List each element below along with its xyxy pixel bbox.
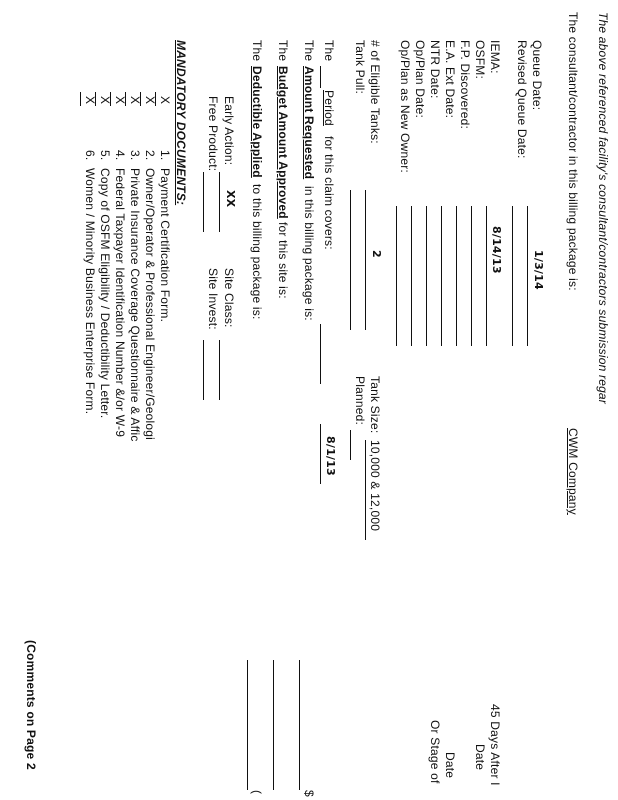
ea-ext-date-label: E.A. Ext Date: bbox=[443, 40, 457, 119]
eligible-tanks-value: 2 bbox=[370, 250, 383, 258]
doc-text-2: Owner/Operator & Professional Engineer/Geologi bbox=[143, 168, 157, 441]
tank-pull-label: Tank Pull: bbox=[353, 40, 367, 95]
free-product-line bbox=[203, 172, 204, 232]
deductible-prefix: The bbox=[250, 40, 264, 62]
period-value: 8/1/13 bbox=[324, 436, 337, 476]
op-plan-new-owner-line bbox=[396, 206, 397, 346]
doc-num-6: 6. bbox=[83, 150, 97, 161]
deductible-value: ( bbox=[250, 790, 264, 795]
free-product-label: Free Product: bbox=[206, 96, 220, 172]
doc-text-5: Copy of OSFM Eligibility / Deductibility Letter. bbox=[98, 168, 112, 419]
op-plan-new-owner-label: Op/Plan as New Owner: bbox=[398, 40, 412, 173]
after-date-label-1: Date bbox=[473, 744, 487, 771]
budget-approved-line bbox=[273, 660, 274, 790]
planned-line bbox=[350, 430, 351, 460]
queue-date-line bbox=[527, 206, 528, 346]
deductible-suffix: to this billing package is: bbox=[250, 184, 264, 320]
tank-pull-line bbox=[350, 190, 351, 330]
period-line-2 bbox=[320, 424, 321, 484]
amount-requested-label: Amount Requested bbox=[302, 66, 316, 180]
site-class-label: Site Class: bbox=[222, 268, 236, 328]
period-suffix: for this claim covers: bbox=[322, 136, 336, 250]
doc-mark-5: X bbox=[98, 96, 112, 105]
osfm-line bbox=[471, 206, 472, 346]
doc-text-1: Payment Certification Form. bbox=[158, 168, 172, 323]
queue-date-value: 1/3/14 bbox=[532, 250, 545, 290]
doc-num-5: 5. bbox=[98, 150, 112, 161]
site-class-line bbox=[219, 340, 220, 400]
stage-of-label: Or Stage of bbox=[428, 720, 442, 784]
period-blank-line bbox=[320, 66, 321, 88]
doc-num-2: 2. bbox=[143, 150, 157, 161]
iema-line bbox=[486, 206, 487, 346]
doc-mark-4: X bbox=[113, 96, 127, 105]
early-action-label: Early Action: bbox=[222, 96, 236, 166]
period-line-1 bbox=[320, 324, 321, 384]
amount-requested-suffix: in this billing package is: bbox=[302, 186, 316, 321]
tank-size-line bbox=[365, 440, 366, 540]
ntr-date-label: NTR Date: bbox=[428, 40, 442, 99]
deductible-label: Deductible Applied bbox=[250, 66, 264, 178]
early-action-line bbox=[219, 172, 220, 232]
doc-num-4: 4. bbox=[113, 150, 127, 161]
doc-text-4: Federal Taxpayer Identification Number &/or W-9 bbox=[113, 168, 127, 438]
op-plan-date-line bbox=[411, 206, 412, 346]
iema-label: IEMA: bbox=[488, 40, 502, 74]
doc-mark-2: X bbox=[143, 96, 157, 105]
site-invest-line bbox=[203, 340, 204, 400]
amount-requested-line bbox=[299, 660, 300, 790]
mandatory-documents-heading: MANDATORY DOCUMENTS: bbox=[174, 40, 188, 206]
period-prefix: The bbox=[322, 40, 336, 62]
doc-text-6: Women / Minority Business Enterprise Form. bbox=[83, 168, 97, 415]
eligible-tanks-line bbox=[365, 190, 366, 330]
deductible-line bbox=[247, 660, 248, 790]
intro-line-1: The above referenced facility's consultant/contractors submission regar bbox=[596, 12, 610, 405]
eligible-tanks-label: # of Eligible Tanks: bbox=[368, 40, 382, 144]
intro-line-2: The consultant/contractor in this billing package is: bbox=[566, 12, 580, 291]
tank-size-value: 10,000 & 12,000 bbox=[368, 440, 382, 532]
budget-approved-prefix: The bbox=[276, 40, 290, 62]
amount-requested-prefix: The bbox=[302, 40, 316, 62]
revised-queue-date-label: Revised Queue Date: bbox=[515, 40, 529, 159]
op-plan-date-label: Op/Plan Date: bbox=[413, 40, 427, 118]
tank-size-label: Tank Size: bbox=[368, 376, 382, 434]
doc-mark-line-6 bbox=[80, 92, 81, 106]
doc-mark-1: X bbox=[158, 96, 172, 105]
comments-footer: (Comments on Page 2 bbox=[24, 640, 38, 770]
doc-mark-3: X bbox=[128, 96, 142, 105]
planned-label: Planned: bbox=[353, 376, 367, 425]
ntr-date-line bbox=[426, 206, 427, 346]
early-action-value: XX bbox=[224, 190, 237, 208]
revised-queue-date-line bbox=[512, 206, 513, 346]
budget-approved-suffix: for this site is: bbox=[276, 222, 290, 299]
forty-five-days-label: 45 Days After I bbox=[488, 704, 502, 786]
doc-mark-6: X bbox=[83, 96, 97, 105]
doc-num-3: 3. bbox=[128, 150, 142, 161]
budget-approved-label: Budget Amount Approved bbox=[276, 66, 290, 219]
fp-discovered-line bbox=[456, 206, 457, 346]
fp-discovered-label: F.P. Discovered: bbox=[458, 40, 472, 130]
amount-requested-value: $ bbox=[302, 790, 316, 797]
period-underlined: Period bbox=[322, 90, 336, 126]
doc-text-3: Private Insurance Coverage Questionnaire & Affic bbox=[128, 168, 142, 442]
iema-value: 8/14/13 bbox=[490, 226, 503, 274]
queue-date-label: Queue Date: bbox=[530, 40, 544, 111]
after-date-label-2: Date bbox=[443, 752, 457, 779]
site-invest-label: Site Invest: bbox=[206, 268, 220, 330]
doc-num-1: 1. bbox=[158, 150, 172, 161]
consultant-company: CWM Company bbox=[566, 428, 580, 515]
ea-ext-date-line bbox=[441, 206, 442, 346]
osfm-label: OSFM: bbox=[473, 40, 487, 79]
